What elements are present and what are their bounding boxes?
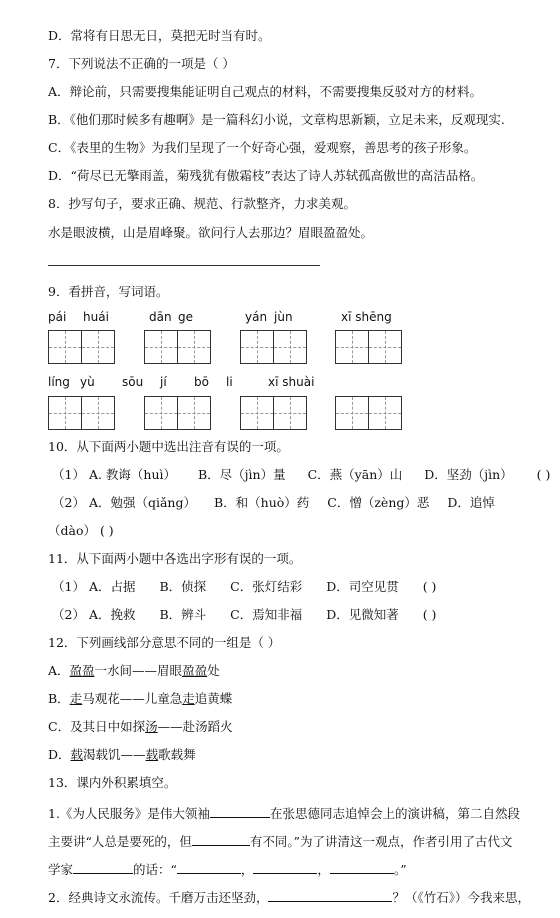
pinyin-5b: yù xyxy=(80,375,95,389)
pinyin-2b: ge xyxy=(178,310,193,324)
q12-option-d: D．载渴载饥——载歌载舞 xyxy=(48,747,196,762)
q7-option-a: A．辩论前，只需要搜集能证明自己观点的材料，不需要搜集反驳对方的材料。 xyxy=(48,84,483,99)
pinyin-3a: yán xyxy=(245,310,268,324)
q8-stem: 8．抄写句子，要求正确、规范、行款整齐，力求美观。 xyxy=(48,196,356,211)
q11-item-1: （1） A．占据 B．侦探 C．张灯结彩 D．司空见贯 ( ) xyxy=(52,579,437,594)
pinyin-1b: huái xyxy=(83,310,109,324)
blank[interactable] xyxy=(177,860,241,874)
tianzige-2[interactable] xyxy=(144,330,210,364)
q8-poem: 水是眼波横，山是眉峰聚。欲问行人去那边？眉眼盈盈处。 xyxy=(48,225,374,240)
pinyin-2a: dān xyxy=(149,310,172,324)
q7-option-c: C．《表里的生物》为我们呈现了一个好奇心强，爱观察，善思考的孩子形象。 xyxy=(48,140,477,155)
blank[interactable] xyxy=(253,860,317,874)
pinyin-5a: líng xyxy=(48,375,70,389)
q10-stem: 10．从下面两小题中选出注音有误的一项。 xyxy=(48,439,289,454)
q13-1-line1: 1.《为人民服务》是伟大领袖 在张思德同志追悼会上的演讲稿，第二自然段 xyxy=(48,806,520,821)
pinyin-7a: bō xyxy=(194,375,209,389)
tianzige-6[interactable] xyxy=(144,396,210,430)
q6-option-d: D．常将有日思无日，莫把无时当有时。 xyxy=(48,28,271,43)
q10-item-2-cont: （dào） ( ) xyxy=(48,523,114,538)
q13-stem: 13．课内外积累填空。 xyxy=(48,775,177,790)
tianzige-5[interactable] xyxy=(48,396,114,430)
q11-stem: 11．从下面两小题中各选出字形有误的一项。 xyxy=(48,551,302,566)
tianzige-7[interactable] xyxy=(240,396,306,430)
tianzige-4[interactable] xyxy=(335,330,401,364)
pinyin-1a: pái xyxy=(48,310,67,324)
pinyin-8: xī shuài xyxy=(268,375,315,389)
q11-item-2: （2） A．挽救 B．辨斗 C．焉知非福 D．见微知著 ( ) xyxy=(52,607,437,622)
blank[interactable] xyxy=(192,832,250,846)
pinyin-3b: jùn xyxy=(274,310,293,324)
tianzige-3[interactable] xyxy=(240,330,306,364)
blank[interactable] xyxy=(268,888,392,902)
blank[interactable] xyxy=(73,860,133,874)
q12-option-c: C．及其日中如探汤——赴汤蹈火 xyxy=(48,719,233,734)
pinyin-4: xī shēng xyxy=(341,310,392,324)
q9-stem: 9．看拼音，写词语。 xyxy=(48,284,169,299)
q7-stem: 7．下列说法不正确的一项是（ ） xyxy=(48,56,235,71)
pinyin-7b: li xyxy=(226,375,233,389)
q12-stem: 12．下列画线部分意思不同的一组是（ ） xyxy=(48,635,281,650)
q13-1-line2: 主要讲“人总是要死的，但 有不同。”为了讲清这一观点，作者引用了古代文 xyxy=(48,834,513,849)
tianzige-8[interactable] xyxy=(335,396,401,430)
blank[interactable] xyxy=(330,860,394,874)
q8-answer-line[interactable] xyxy=(48,265,320,266)
tianzige-1[interactable] xyxy=(48,330,114,364)
pinyin-6b: jí xyxy=(160,375,167,389)
q12-option-b: B．走马观花——儿童急走追黄蝶 xyxy=(48,691,233,706)
q10-item-2: （2） A．勉强（qiǎng） B．和（huò）药 C．憎（zèng）恶 D．追悼 xyxy=(52,495,495,510)
q13-2-line1: 2．经典诗文永流传。千磨万击还坚劲， ？（《竹石》）今我来思， xyxy=(48,890,530,905)
q7-option-b: B．《他们那时候多有趣啊》是一篇科幻小说，文章构思新颖，立足未来，反观现实. xyxy=(48,112,505,127)
q7-option-d: D．“荷尽已无擎雨盖，菊残犹有傲霜枝”表达了诗人苏轼孤高傲世的高洁品格。 xyxy=(48,168,484,183)
q12-option-a: A．盈盈一水间——眉眼盈盈处 xyxy=(48,663,220,678)
q13-1-line3: 学家 的话：“ ， ， 。” xyxy=(48,862,407,877)
pinyin-6a: sōu xyxy=(122,375,144,389)
q10-item-1: （1） A. 教诲（huì） B．尽（jìn）量 C．燕（yān）山 D．坚劲（jìn） ( ) xyxy=(52,467,551,482)
blank[interactable] xyxy=(210,804,270,818)
